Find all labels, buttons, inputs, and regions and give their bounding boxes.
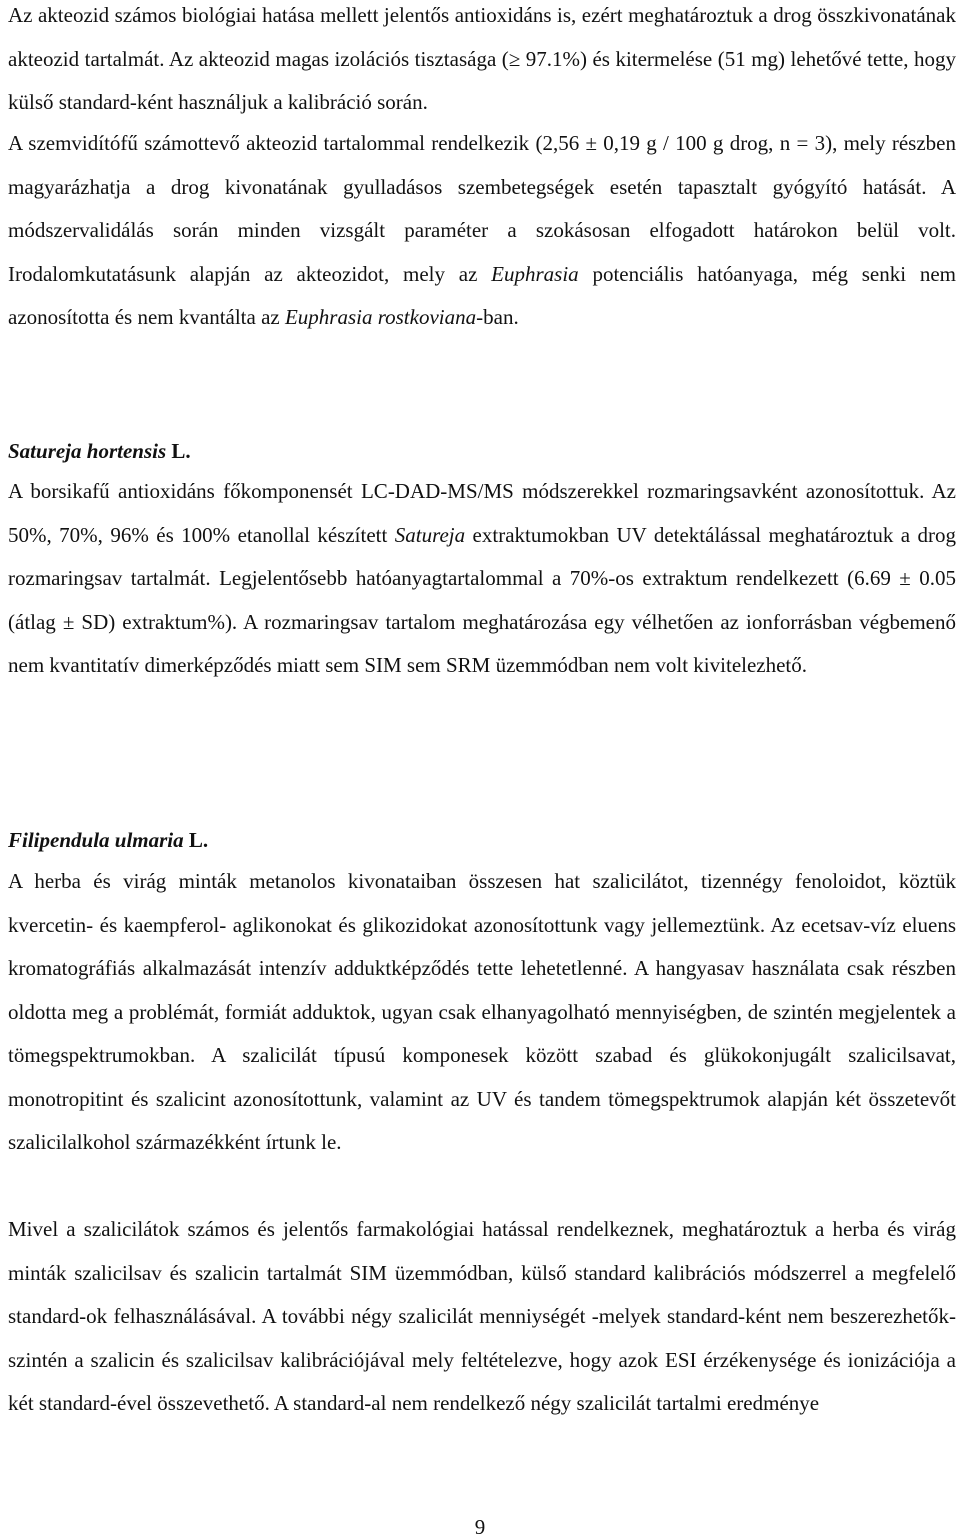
paragraph-filipendula-compounds (8, 860, 956, 1165)
paragraph-satureja (8, 470, 956, 688)
text-run: -ban. (476, 305, 519, 329)
paragraph-acteoside-intro (8, 0, 956, 125)
heading-author: L. (183, 828, 209, 852)
text-run: A borsikafű antioxidáns főkomponensét LC-DAD-MS/MS módszerekkel rozmaringsavként azonosítottuk. Az 50%, 70%, 96% és 100% etanollal készített (8, 479, 956, 547)
text-run: potenciális hatóanyaga, még senki nem azonosította és nem kvantálta az (8, 261, 956, 329)
section-heading-filipendula (8, 826, 208, 854)
heading-author: L. (166, 439, 191, 463)
page-number: 9 (474, 1515, 486, 1539)
text-run: Mivel a szalicilátok számos és jelentős farmakológiai hatással rendelkeznek, meghatároztuk a herba és virág minták szalicilsav és szalicin tartalmát SIM üzemmódban, külső standard kalibrációs módszerrel a megfelelő standard-ok felhasználásával. A további négy szalicilát menniységét -melyek standard-ként nem beszerezhetők- szintén a szalicin és szalicilsav kalibrációjával mely feltételezve, hogy azok ESI érzékenysége és ionizációja a két standard-ével összevethető. A standard-al nem rendelkező négy szalicilát tartalmi eredménye (8, 1217, 956, 1415)
heading-species-name: Filipendula ulmaria (8, 828, 184, 852)
text-run: A herba és virág minták metanolos kivonataiban összesen hat szalicilátot, tizennégy fenoloidot, köztük kvercetin- és kaempferol- aglikonokat és glikozidokat azonosítottunk vagy jellemeztünk. Az ecetsav-víz eluens kromatográfiás alkalmazását intenzív adduktképződés tette lehetetlenné. A hangyasav használata csak részben oldotta meg a problémát, formiát adduktok, ugyan csak elhanyagolható mennyiségben, de szintén megjelentek a tömegspektrumokban. A szalicilát típusú komponesek között szabad és glükokonjugált szalicilsavat, monotropitint és szalicint azonosítottunk, valamint az UV és tandem tömegspektrumok alapján két összetevőt szalicilalkohol származékként írtunk le. (8, 869, 956, 1154)
text-run: extraktumokban UV detektálással meghatároztuk a drog rozmaringsav tartalmát. Legjelentősebb hatóanyagtartalommal a 70%-os extraktum rendelkezett (6.69 ± 0.05 (átlag ± SD) extraktum%). A rozmaringsav tartalom meghatározása egy vélhetően az ionforrásban végbemenő nem kvantitatív dimerképződés miatt sem SIM sem SRM üzemmódban nem volt kivitelezhető. (8, 522, 956, 677)
italic-term: Satureja (394, 522, 466, 547)
text-run: A szemvidítófű számottevő akteozid tartalommal rendelkezik (2,56 ± 0,19 g / 100 g drog, n = 3), mely részben magyarázhatja a drog kivonatának gyulladásos szembetegségek esetén tapasztalt gyógyító hatását. A módszervalidálás során minden vizsgált paraméter a szokásosan elfogadott határokon belül volt. Irodalomkutatásunk alapján az akteozidot, mely az (8, 131, 956, 286)
italic-term: Euphrasia (491, 261, 579, 286)
italic-term: Euphrasia rostkoviana (284, 305, 477, 329)
paragraph-acteoside-content (8, 122, 956, 340)
paragraph-filipendula-salicylates (8, 1208, 956, 1426)
text-run: Az akteozid számos biológiai hatása mellett jelentős antioxidáns is, ezért meghatároztuk a drog összkivonatának akteozid tartalmát. Az akteozid magas izolációs tisztasága (≥ 97.1%) és kitermelése (51 mg) lehetővé tette, hogy külső standard-ként használjuk a kalibráció során. (8, 3, 956, 114)
heading-species-name: Satureja hortensis (8, 439, 167, 463)
section-heading-satureja (8, 437, 191, 465)
